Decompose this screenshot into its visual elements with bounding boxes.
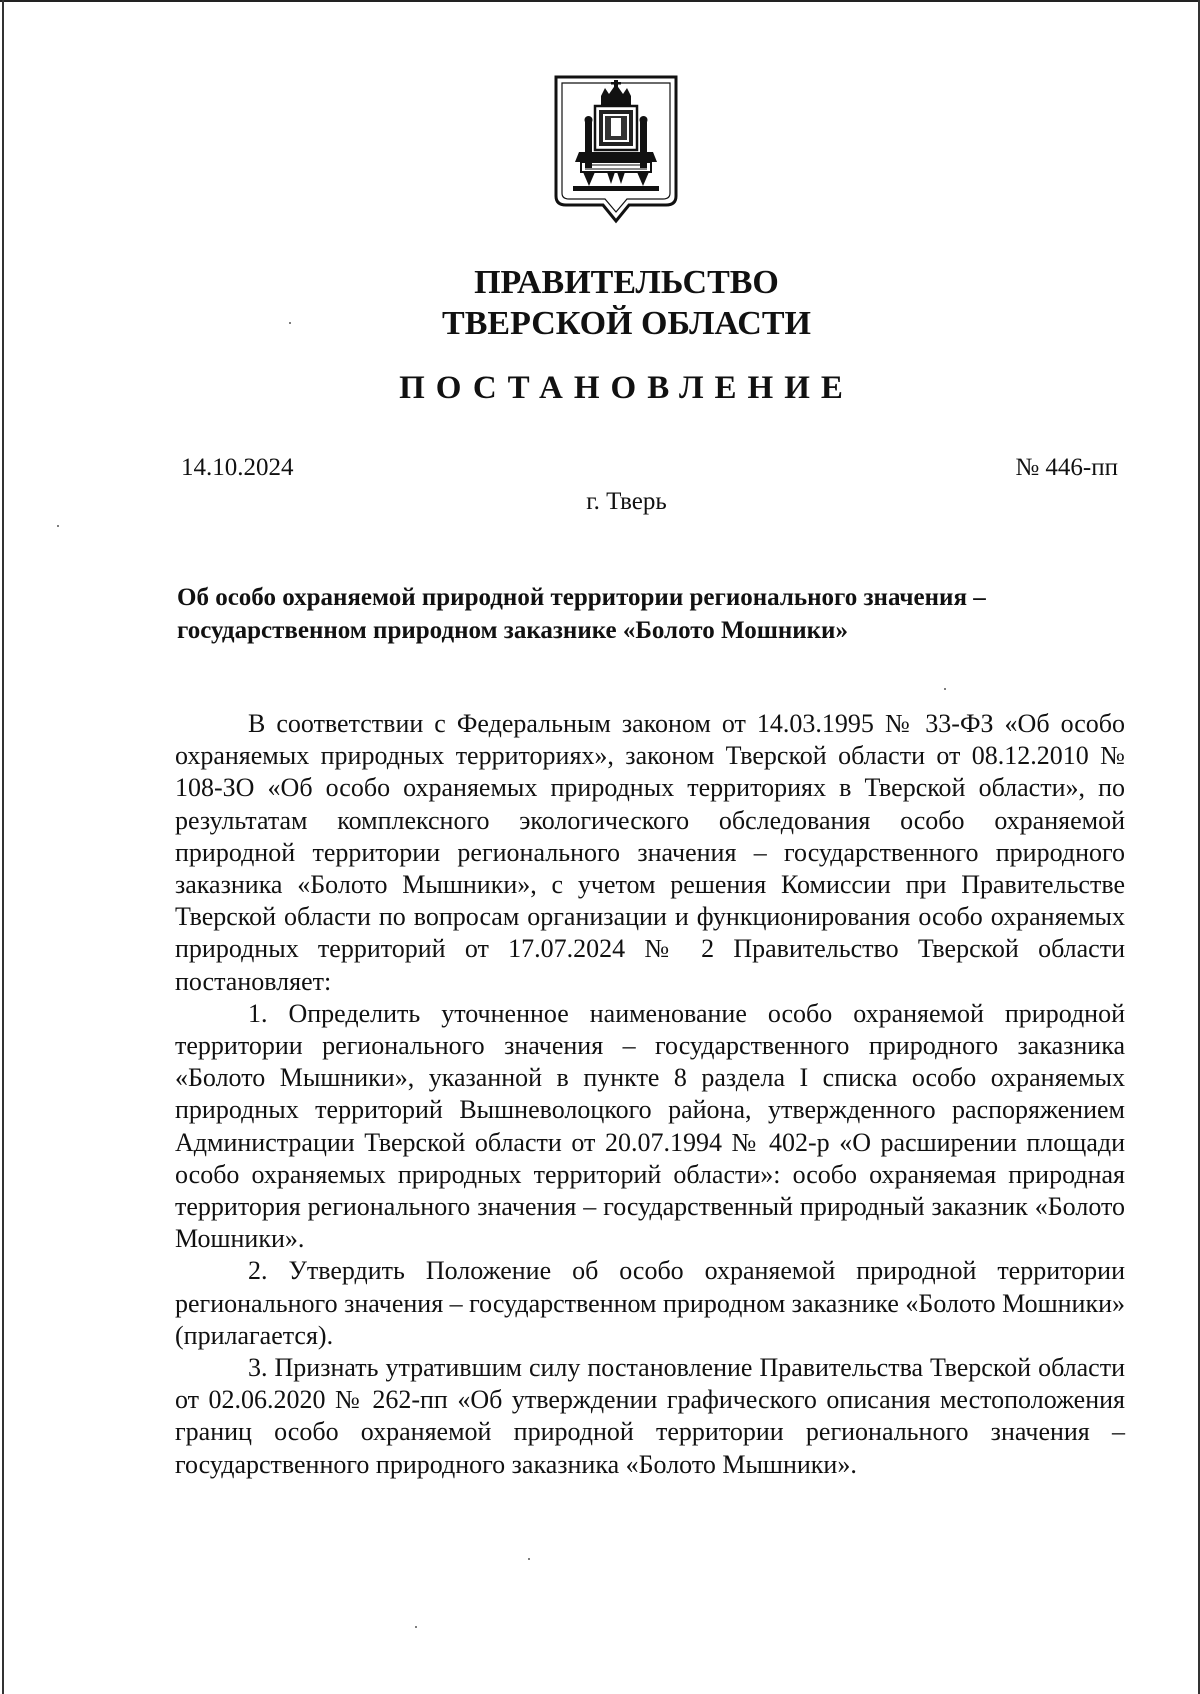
document-place: г. Тверь <box>586 488 667 515</box>
page-edge-top <box>0 0 1200 2</box>
scan-speck <box>944 688 946 690</box>
tver-coat-of-arms-icon <box>553 74 679 229</box>
document-type-heading: ПОСТАНОВЛЕНИЕ <box>399 370 854 406</box>
scan-speck <box>57 525 59 527</box>
scan-speck <box>289 322 291 324</box>
document-body <box>175 708 1125 1481</box>
document-date: 14.10.2024 <box>181 454 294 481</box>
scan-speck <box>528 1558 530 1560</box>
document-subject <box>177 581 1127 647</box>
document-subject-line2: государственном природном заказнике «Болото Мошники» <box>177 617 848 644</box>
scan-speck <box>415 1626 417 1628</box>
clause-3-paragraph: 3. Признать утратившим силу постановление Правительства Тверской области от 02.06.2020 № 262-пп «Об утверждении графического описания местоположения границ особо охраняемой природной территории регионального значения – государственного природного заказника «Болото Мышники». <box>175 1353 1125 1479</box>
page-edge-left <box>2 0 4 1694</box>
clause-2-paragraph: 2. Утвердить Положение об особо охраняемой природной территории регионального значения – государственном природном заказнике «Болото Мошники» (прилагается). <box>175 1256 1125 1350</box>
document-subject-line1: Об особо охраняемой природной территории регионального значения – <box>177 584 986 611</box>
government-title-line1: ПРАВИТЕЛЬСТВО <box>474 264 779 301</box>
government-title <box>0 262 1200 344</box>
preamble-paragraph: В соответствии с Федеральным законом от 14.03.1995 № 33-ФЗ «Об особо охраняемых природных территориях», законом Тверской области от 08.12.2010 № 108-ЗО «Об особо охраняемых природных территориях в Тверской области», по результатам комплексного экологического обследования особо охраняемой природной территории регионального значения – государственного природного заказника «Болото Мышники», с учетом решения Комиссии при Правительстве Тверской области по вопросам организации и функционирования особо охраняемых природных территорий от 17.07.2024 № 2 Правительство Тверской области постановляет: <box>175 709 1125 996</box>
clause-1-paragraph: 1. Определить уточненное наименование особо охраняемой природной территории регионального значения – государственного природного заказника «Болото Мышники», указанной в пункте 8 раздела I списка особо охраняемых природных территорий Вышневолоцкого района, утвержденного распоряжением Администрации Тверской области от 20.07.1994 № 402-р «О расширении площади особо охраняемых природных территорий области»: особо охраняемая природная территория регионального значения – государственный природный заказник «Болото Мошники». <box>175 998 1125 1254</box>
document-number: № 446-пп <box>1015 454 1118 481</box>
government-title-line2: ТВЕРСКОЙ ОБЛАСТИ <box>442 305 811 342</box>
